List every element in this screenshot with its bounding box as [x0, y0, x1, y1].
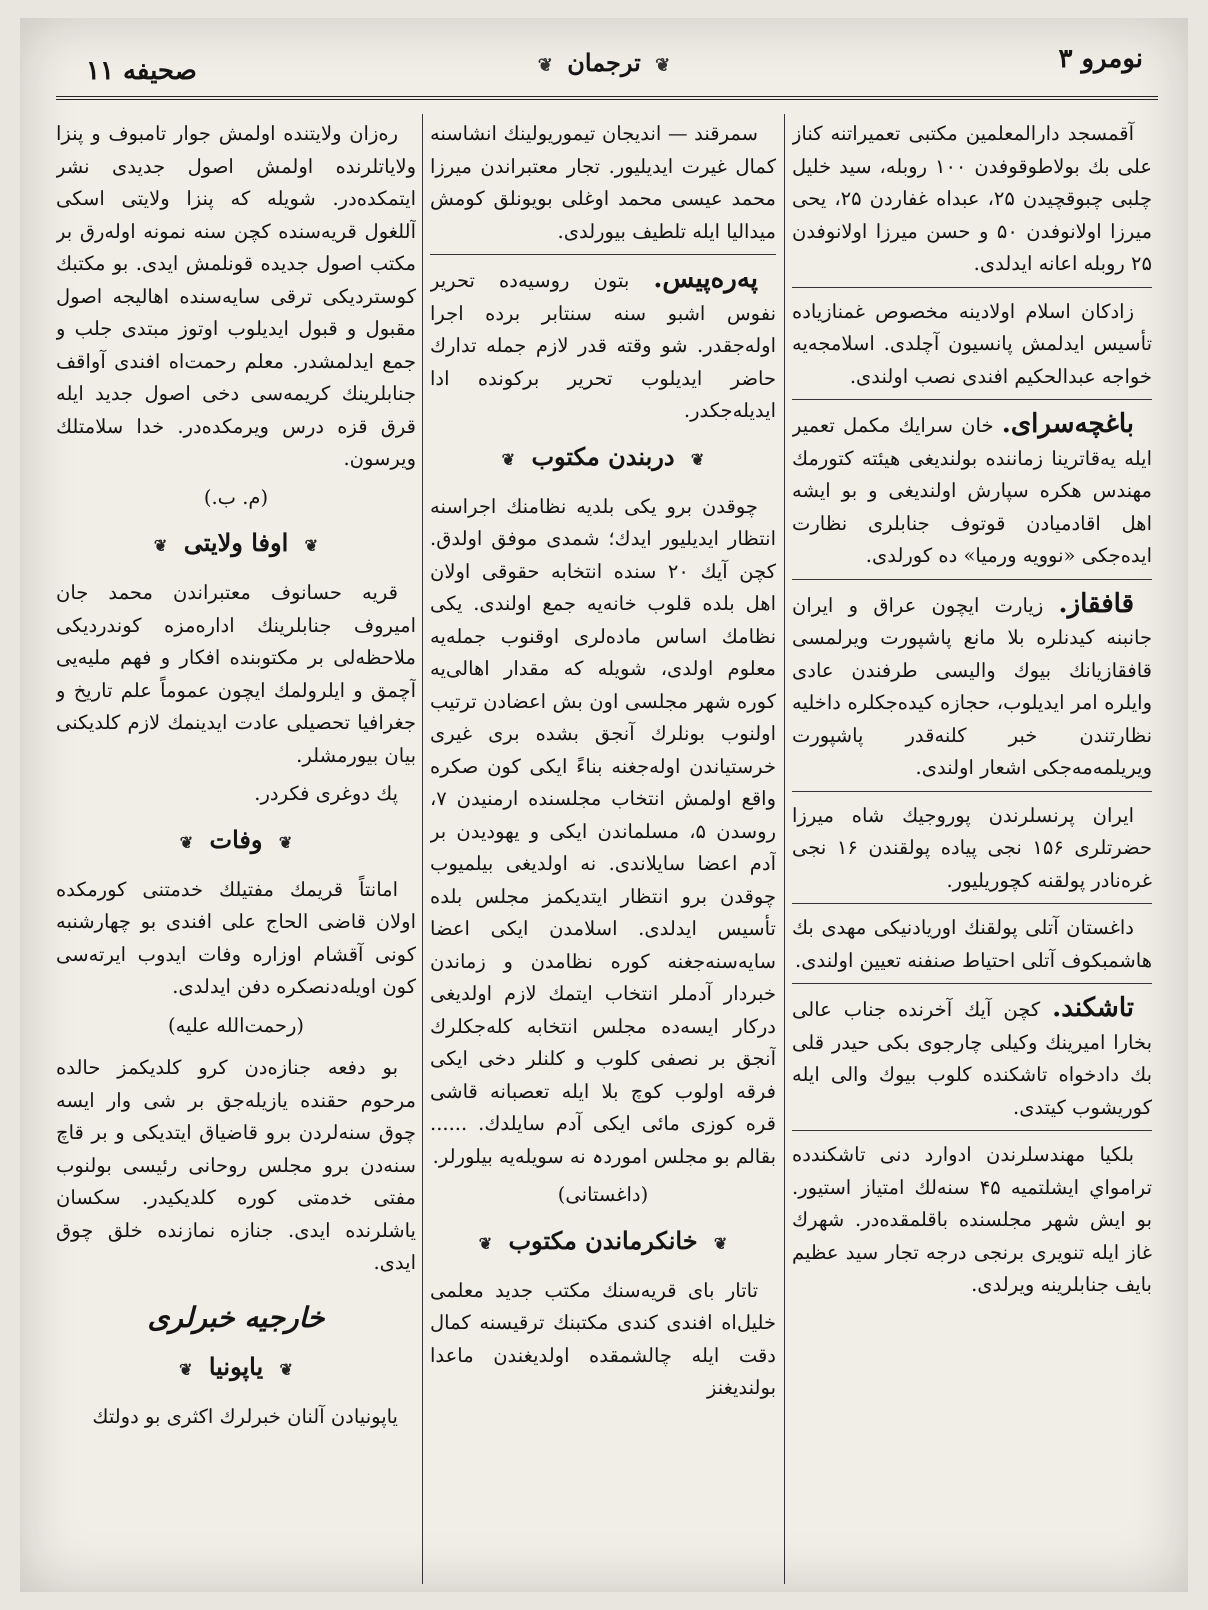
- ornament-icon: ❦: [501, 449, 516, 469]
- ornament-icon: ❦: [537, 55, 553, 76]
- newspaper-title: [20, 48, 1188, 77]
- ornament-icon: ❦: [179, 1359, 193, 1379]
- section-heading-text: اوفا ولایتی: [183, 528, 289, 557]
- article-lead: قافقاز.: [1058, 588, 1134, 619]
- article-paragraph: بو دفعه جنازه‌دن کرو کلدیکمز حالده مرحوم حقنده یازیله‌جق بر شی وار ایسه چوق سنه‌لردن برو قاضیاق ایتدیکی و بر قاچ سنه‌دن برو مجلس روحانی رئیسی بولنوب مفتی خدمتی کوره کلدیکیدر. سکسان یاشلرنده ایدی. جنازه نمازنده خلق چوق ایدی.: [56, 1056, 416, 1274]
- section-heading-large: خارجیه خبرلری: [147, 1300, 325, 1334]
- newspaper-title-text: ترجمان: [567, 48, 641, 77]
- article-paragraph: پك دوغری فکردر.: [254, 782, 398, 805]
- ornament-icon: ❦: [279, 1359, 293, 1379]
- article-text: کچن آیك آخرنده جناب عالی بخارا امیرینك وکیلی چارجوی بکی حیدر قلی بك دادخواه تاشکنده کلوب بیوك والی ایله کوریشوب کیتدی.: [792, 998, 1152, 1119]
- article-paragraph: آقمسجد دارالمعلمین مکتبی تعمیراتنه کناز علی بك بولاطوقوفدن ۱۰۰ روبله، سید خلیل چلبی چبوقچیدن ۲۵، عبداه غفاردن ۲۵، یحی میرزا اولانوفدن ۵۰ و حسن میرزا اولانوفدن ۲۵ روبله اعانه ایدلدی.: [792, 118, 1152, 288]
- article-text: بتون روسیه‌ده تحریر نفوس اشبو سنه سنتابر برده اجرا اوله‌جقدر. شو وقته قدر لازم جمله تدارك حاضر ایدیلوب تحریر برکونده ادا ایدیله‌جکدر.: [430, 269, 776, 422]
- masthead-divider: [56, 96, 1158, 100]
- article-lead: تاشکند.: [1052, 993, 1134, 1023]
- article-paragraph: بلکیا مهندسلرندن ادوارد دنی تاشکندده ترامواي ایشلتمیه ۴۵ سنه‌لك امتیاز استیور. بو ایش شهر مجلسنده باقلمقده‌در. شهرك غاز ایله تنویری برنجی درجه تجار سید عظیم بایف جنابلرینه ویرلدی.: [792, 1143, 1152, 1296]
- article-paragraph: زادکان اسلام اولادینه مخصوص غمنازیاده تأسیس ایدلمش پانسیون آچلدی. اسلامجه‌یه خواجه عبدالحکیم افندی نصب اولندی.: [792, 296, 1152, 401]
- article-text: خان سرایك مکمل تعمیر ایله یه‌قاترینا زماننده بولندیغی هیئته کتورمك مهندس هکره سپارش اولندیغی و بو ایشه اهل اقادمیادن قوتوف جنابلری نظارت ایده‌جکی «نوویه ورمیا» ده کورلدی.: [792, 414, 1152, 567]
- column-divider: [422, 114, 423, 1584]
- section-heading-text: خانکرماندن مکتوب: [508, 1225, 698, 1255]
- section-heading-text: دربندن مکتوب: [531, 441, 675, 471]
- article-paragraph: داغستان آتلی پولقنك اوریادنیکی مهدی بك هاشمبکوف آتلی احتیاط صنفنه تعیین اولندی.: [792, 912, 1152, 984]
- article-paragraph: امانتاً قریمك مفتیلك خدمتنی کورمکده اولان قاضی الحاج علی افندی بو چهارشنبه کونی آقشام اوزاره وفات ایدوب ایرته‌سی کون اویله‌دنصکره دفن ایدلدی.: [56, 877, 416, 998]
- ornament-icon: ❦: [690, 449, 705, 469]
- article-paragraph: [430, 263, 776, 428]
- ornament-icon: ❦: [304, 536, 319, 555]
- column-left: [56, 118, 416, 1578]
- article-signature: (رحمت‌الله علیه): [167, 1013, 304, 1037]
- article-signature: (داغستانی): [557, 1183, 649, 1206]
- newspaper-page: [20, 18, 1188, 1592]
- article-paragraph: [792, 408, 1152, 580]
- article-paragraph: [792, 588, 1152, 792]
- column-middle: [430, 118, 776, 1578]
- ornament-icon: ❦: [655, 55, 671, 76]
- section-heading: [56, 1350, 416, 1387]
- article-paragraph: سمرقند — اندیجان تیموریولینك انشاسنه کمال غیرت ایدیلیور. تجار معتبراندن میرزا محمد عیسی محمد اوغلی بویونلق کومش میدالیا ایله تلطیف بیورلدی.: [430, 118, 776, 255]
- article-paragraph: [792, 992, 1152, 1131]
- ornament-icon: ❦: [713, 1233, 728, 1253]
- article-paragraph: چوقدن برو یکی بلدیه نظامنك اجراسنه انتظار ایدیلیور ایدك؛ شمدی موفق اولدق. کچن آیك ۲۰ سنده انتخابه حقوقی اولان اهل بلده قلوب خانه‌یه جمع اولندی. یکی نظامك اساس ماده‌لری اوقنوب جمله‌یه معلوم اولدی، شویله که مقدار اهالی‌یه کوره شهر مجلسی اون بش اعضادن ترتیب اولنوب بونلرك آنجق بشده بری غیری خرستیاندن اوله‌جغنه بناءً ایکی کون صکره واقع اولمش انتخاب مجلسنده ارمنیدن ۷، روسدن ۵، مسلماندن ایکی و یهودیدن بر آدم اعضا سایلاندی. نه اولدیغی بیلمیوب چوقدن برو انتظار ایتدیکمز مجلس بلده تأسیس ایدلدی. اسلامدن ایکی اعضا سایه‌سنه‌جغنه کوره نظامدن و زماندن خبردار آدملر انتخاب ایتمك لازم اولدیغی درکار ایسه‌ده مجلس انتخابه کله‌جکلرك آنجق بر نصفی کلوب و کلنلر دخی ایکی فرقه اولوب کوچ بلا ایله تعصبانه قاشی قره کوزی مائی ایکی آدم سایلدك. ...... بقالم بو مجلس اموردہ نه سویله‌یه بیلورلر.: [430, 494, 776, 1168]
- issue-number: نومرو ۳: [1058, 44, 1143, 74]
- article-lead: پەرەپیس.: [653, 264, 758, 294]
- page-number: صحیفه ۱۱: [86, 56, 197, 86]
- article-text: زیارت ایچون عراق و ایران جانبنه کیدنلره بلا مانع پاشپورت ویرلمسی قافقازیانك بیوك والیسی طرفندن عادی وایلره امر ایدیلوب، حجازه کیده‌جکلره داخلیه نظارتندن خبر کلنه‌قدر پاشپورت ویریلمه‌مه‌جکی اشعار اولندی.: [792, 593, 1152, 779]
- article-paragraph: ایران پرنسلرندن پوروجیك شاه میرزا حضرتلری ۱۵۶ نجی پیاده پولقندن ۱۶ نجی غره‌نادر پولقنه کچوریلیور.: [792, 800, 1152, 905]
- section-heading: [56, 823, 416, 860]
- article-paragraph: قریه حسانوف معتبراندن محمد جان امیروف جنابلرینك اداره‌مزه کوندردیکی ملاحظه‌لی بر مکتوبنده افکار و فهم ملیه‌یی آچمق و ایلرولمك ایچون عموماً علم تاریخ و جغرافیا تحصیلی عادت ایدینمك لازم کلدیکنی بیان بیورمشلر.: [56, 581, 416, 767]
- ornament-icon: ❦: [478, 1233, 493, 1253]
- ornament-icon: ❦: [278, 832, 293, 852]
- ornament-icon: ❦: [153, 536, 168, 555]
- article-lead: باغچه‌سرای.: [1001, 409, 1134, 439]
- column-divider: [784, 114, 785, 1584]
- masthead: [20, 18, 1188, 108]
- ornament-icon: ❦: [179, 832, 194, 852]
- article-paragraph: تاتار بای قریه‌سنك مکتب جدید معلمی خلیل‌اه افندی کندی مکتبنك ترقیسنه کمال دقت ایله چالشمقده اولدیغندن ماعدا بولندیغنز: [430, 1278, 776, 1399]
- section-heading: [56, 526, 416, 563]
- column-right: [792, 118, 1152, 1578]
- section-heading-text: وفات: [209, 824, 263, 854]
- section-heading: [430, 440, 776, 477]
- article-paragraph: ره‌زان ولایتنده اولمش جوار تامبوف و پنزا ولایاتلرنده اولمش اصول جدیدی نشر ایتمکده‌در. شویله که پنزا ولایتی اسکی آللغول قریه‌سنده کچن سنه نمونه اوله‌رق بر مکتب اصول جدیده قونلمش ایدی. بو مکتبك کوستردیکی ترقی سایه‌سنده اهالیجه اصول مقبول و قبول ایدیلوب اوتوز مبتدی جلب و جمع ایدلمشدر. معلم رحمت‌اه افندی آواقف جنابلرینك کریمه‌سی دخی اصول جدید ایله قرق قزه درس ویرمکده‌در. خدا سلامتلك ویرسون.: [56, 122, 416, 470]
- article-signature: (م. ب.): [203, 485, 269, 509]
- section-heading: [430, 1224, 776, 1261]
- section-heading-text: یاپونیا: [208, 1351, 264, 1381]
- article-paragraph: یاپونیادن آلنان خبرلرك اکثری بو دولتك: [92, 1404, 398, 1428]
